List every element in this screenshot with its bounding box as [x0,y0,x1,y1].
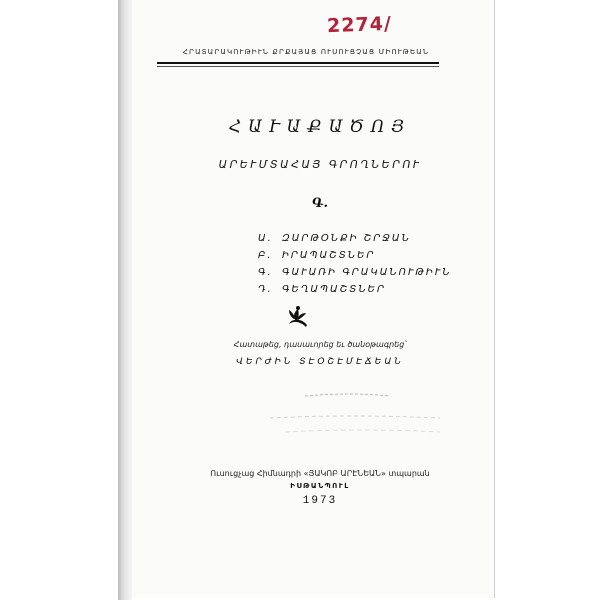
contents-item-text: ԳԱՒԱՌԻ ԳՐԱԿԱՆՈՒԹԻՒՆ [282,267,452,278]
series-title: ՀՐԱՏԱՐԱԿՈՒԹԻՒՆ ՔՐՔԱՅԱՑ ՈՒՍՈՒՑՉԱՑ ՄԻՈՒԹԵԱՆ [182,48,430,56]
contents-item-letter: Բ. [258,250,273,261]
publication-year: 1973 [302,495,338,507]
volume-number: Գ. [311,196,329,211]
header-rule-thin [157,66,439,67]
contents-item-text: ԶԱՐԹՕՆՔԻ ՇՐՋԱՆ [282,233,411,244]
contents-item [258,264,452,281]
contents-item [258,281,452,298]
editor-credit: Հատաթեց, դասաւորեց եւ ծանօթագրեց՝ [233,340,407,349]
library-stamp-icon [250,388,450,442]
contents-item-letter: Դ. [258,284,273,295]
contents-item [258,247,452,264]
contents-item-letter: Գ. [258,267,273,278]
book-title: ՀԱՒԱՔԱԾՈՅ [228,117,412,137]
contents-list [258,230,452,298]
floral-ornament-icon [286,304,308,332]
editor-name: ՎԵՐԺԻՆ ՏԷՕՇԷՄԷՃԵԱՆ [236,357,404,367]
publisher-line: Ուսուցչաց Հիմնադրի «ՅԱԿՈԲ ԱՐԷՆԵԱՆ» տպարան [210,469,430,478]
contents-item-text: ԻՐԱՊԱՇՏՆԵՐ [282,250,376,261]
header-rule [157,62,439,64]
contents-item-letter: Ա. [258,233,273,244]
book-spine-shadow [118,0,132,600]
handwritten-catalog-number: 2274/ [326,12,393,38]
contents-item [258,230,452,247]
contents-item-text: ԳԵՂԱՊԱՇՏՆԵՐ [282,284,386,295]
book-subtitle: ԱՐԵՒՄՏԱՀԱՅ ԳՐՈՂՆԵՐՈՒ [218,158,422,171]
title-page [132,0,495,598]
publication-city: ԻՍԹԱՆՊՈՒԼ [290,482,350,490]
